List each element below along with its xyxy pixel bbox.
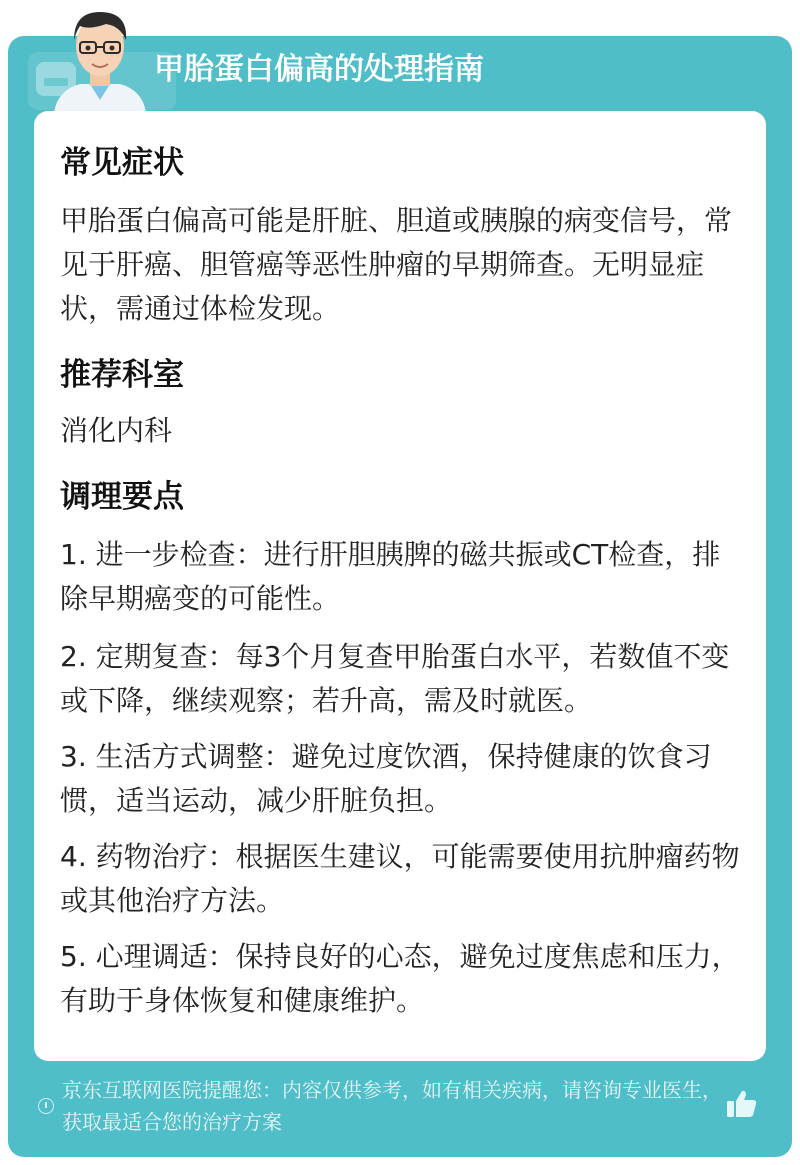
list-item: 3. 生活方式调整：避免过度饮酒，保持健康的饮食习惯，适当运动，减少肝脏负担。 [60, 740, 712, 817]
section-heading-department: 推荐科室 [60, 357, 184, 393]
section-heading-symptoms: 常见症状 [60, 145, 184, 181]
list-item: 1. 进一步检查：进行肝胆胰脾的磁共振或CT检查，排除早期癌变的可能性。 [60, 538, 721, 615]
section-body-department: 消化内科 [60, 414, 173, 447]
section-body-symptoms: 甲胎蛋白偏高可能是肝脏、胆道或胰腺的病变信号，常见于肝癌、胆管癌等恶性肿瘤的早期筛查。无明显症状，需通过体检发现。 [60, 204, 733, 325]
section-heading-care: 调理要点 [60, 479, 184, 515]
content-card [34, 111, 766, 1061]
info-icon [38, 1098, 54, 1114]
footer-disclaimer: 京东互联网医院提醒您：内容仅供参考，如有相关疾病，请咨询专业医生，获取最适合您的治疗方案 [62, 1078, 722, 1134]
doctor-avatar [40, 0, 160, 112]
thumbs-up-icon[interactable] [724, 1086, 760, 1122]
list-item: 5. 心理调适：保持良好的心态，避免过度焦虑和压力，有助于身体恢复和健康维护。 [60, 940, 740, 1017]
list-item: 2. 定期复查：每3个月复查甲胎蛋白水平，若数值不变或下降，继续观察；若升高，需及时就医。 [60, 640, 730, 717]
list-item: 4. 药物治疗：根据医生建议，可能需要使用抗肿瘤药物或其他治疗方法。 [60, 840, 740, 917]
page-title: 甲胎蛋白偏高的处理指南 [154, 52, 484, 87]
